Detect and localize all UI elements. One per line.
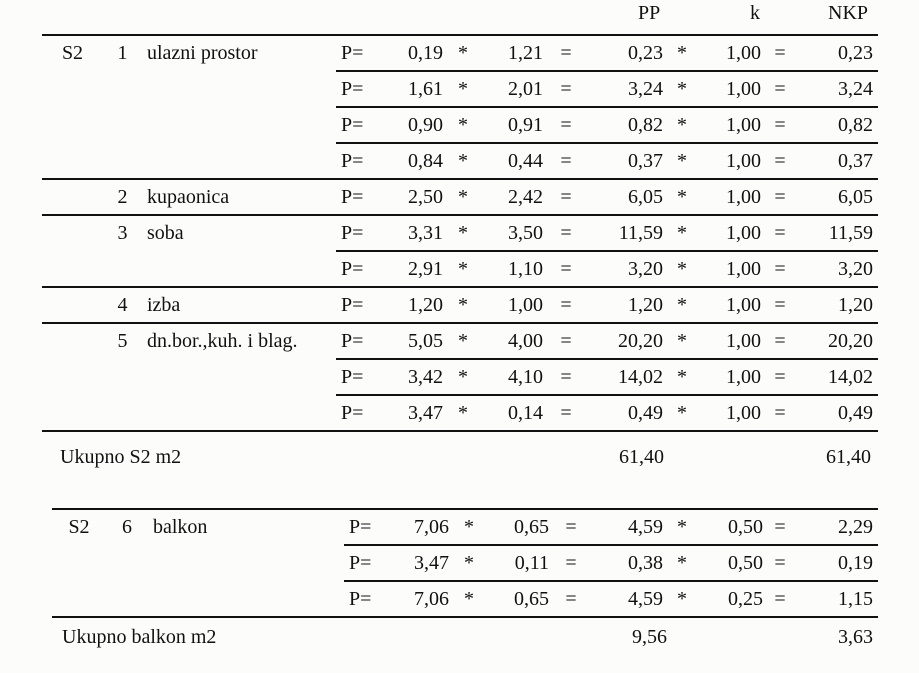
cell-number (106, 581, 148, 617)
cell-k: 1,00 (696, 395, 766, 431)
cell-number (106, 545, 148, 581)
cell-k: 1,00 (696, 251, 766, 287)
cell-pp: 20,20 (584, 323, 668, 359)
cell-equals: = (548, 323, 584, 359)
cell-nkp: 11,59 (794, 215, 878, 251)
cell-dimension-b: 0,14 (478, 395, 548, 431)
table-row (42, 107, 878, 143)
table-row (52, 581, 878, 617)
cell-multiply: * (454, 545, 484, 581)
cell-p-label: P= (336, 35, 382, 71)
cell-equals-k: = (766, 143, 794, 179)
cell-number (103, 359, 142, 395)
cell-equals-k: = (766, 107, 794, 143)
cell-multiply: * (448, 359, 478, 395)
cell-code (52, 545, 106, 581)
cell-code: S2 (42, 35, 103, 71)
header-nkp: NKP (828, 2, 869, 24)
cell-pp: 0,49 (584, 395, 668, 431)
cell-room-name: soba (142, 215, 336, 251)
cell-room-name (142, 395, 336, 431)
cell-room-name (142, 71, 336, 107)
cell-dimension-a: 7,06 (390, 581, 454, 617)
cell-k: 0,50 (696, 545, 768, 581)
cell-number: 3 (103, 215, 142, 251)
cell-room-name (142, 143, 336, 179)
cell-multiply-k: * (668, 395, 696, 431)
cell-p-label: P= (336, 179, 382, 215)
cell-number: 4 (103, 287, 142, 323)
cell-dimension-a: 0,84 (382, 143, 448, 179)
cell-equals-k: = (768, 509, 792, 545)
cell-k: 1,00 (696, 359, 766, 395)
cell-multiply: * (448, 395, 478, 431)
cell-multiply: * (454, 581, 484, 617)
total-balkon-nkp: 3,63 (838, 626, 873, 648)
cell-code: S2 (52, 509, 106, 545)
cell-dimension-a: 0,19 (382, 35, 448, 71)
cell-nkp: 20,20 (794, 323, 878, 359)
cell-p-label: P= (344, 545, 390, 581)
cell-equals: = (548, 107, 584, 143)
cell-pp: 0,23 (584, 35, 668, 71)
cell-dimension-a: 3,47 (390, 545, 454, 581)
cell-multiply-k: * (668, 215, 696, 251)
cell-p-label: P= (336, 71, 382, 107)
cell-dimension-a: 3,42 (382, 359, 448, 395)
cell-equals-k: = (768, 545, 792, 581)
cell-multiply: * (448, 251, 478, 287)
cell-nkp: 3,20 (794, 251, 878, 287)
cell-number: 6 (106, 509, 148, 545)
cell-equals: = (554, 581, 588, 617)
cell-code (42, 71, 103, 107)
cell-p-label: P= (336, 395, 382, 431)
cell-dimension-a: 1,20 (382, 287, 448, 323)
cell-multiply-k: * (668, 359, 696, 395)
cell-dimension-b: 0,11 (484, 545, 554, 581)
cell-equals: = (548, 251, 584, 287)
table-row (42, 35, 878, 71)
cell-k: 1,00 (696, 323, 766, 359)
table-row (42, 143, 878, 179)
cell-equals-k: = (766, 215, 794, 251)
cell-multiply-k: * (668, 287, 696, 323)
cell-equals-k: = (766, 35, 794, 71)
cell-dimension-a: 0,90 (382, 107, 448, 143)
cell-number: 5 (103, 323, 142, 359)
area-table-balkon (52, 508, 878, 618)
cell-dimension-b: 1,21 (478, 35, 548, 71)
cell-equals: = (548, 395, 584, 431)
cell-code (42, 143, 103, 179)
table-row (42, 251, 878, 287)
cell-dimension-b: 1,00 (478, 287, 548, 323)
cell-dimension-b: 0,44 (478, 143, 548, 179)
table-row (42, 179, 878, 215)
cell-equals-k: = (766, 359, 794, 395)
cell-dimension-b: 3,50 (478, 215, 548, 251)
cell-number (103, 395, 142, 431)
cell-p-label: P= (344, 581, 390, 617)
cell-k: 1,00 (696, 107, 766, 143)
cell-room-name (148, 545, 344, 581)
cell-nkp: 0,82 (794, 107, 878, 143)
cell-k: 1,00 (696, 215, 766, 251)
cell-multiply: * (448, 143, 478, 179)
cell-dimension-a: 1,61 (382, 71, 448, 107)
cell-multiply-k: * (668, 35, 696, 71)
cell-code (42, 215, 103, 251)
cell-dimension-a: 7,06 (390, 509, 454, 545)
cell-equals: = (548, 287, 584, 323)
cell-equals: = (554, 509, 588, 545)
cell-dimension-a: 3,31 (382, 215, 448, 251)
cell-nkp: 14,02 (794, 359, 878, 395)
table-row (42, 359, 878, 395)
cell-p-label: P= (336, 107, 382, 143)
cell-multiply: * (448, 287, 478, 323)
cell-pp: 3,24 (584, 71, 668, 107)
cell-pp: 0,82 (584, 107, 668, 143)
cell-multiply: * (448, 323, 478, 359)
cell-k: 1,00 (696, 35, 766, 71)
total-balkon-pp: 9,56 (632, 626, 667, 648)
cell-multiply-k: * (668, 545, 696, 581)
cell-code (52, 581, 106, 617)
cell-p-label: P= (336, 143, 382, 179)
cell-multiply: * (448, 107, 478, 143)
cell-room-name: ulazni prostor (142, 35, 336, 71)
cell-nkp: 3,24 (794, 71, 878, 107)
cell-room-name (142, 107, 336, 143)
cell-p-label: P= (344, 509, 390, 545)
cell-equals: = (548, 143, 584, 179)
total-s2-pp: 61,40 (619, 446, 664, 468)
cell-room-name (148, 581, 344, 617)
cell-k: 1,00 (696, 71, 766, 107)
cell-multiply-k: * (668, 179, 696, 215)
cell-equals-k: = (766, 287, 794, 323)
cell-dimension-a: 2,50 (382, 179, 448, 215)
cell-code (42, 107, 103, 143)
cell-equals: = (548, 71, 584, 107)
table-row (52, 509, 878, 545)
cell-room-name: balkon (148, 509, 344, 545)
table-row (42, 287, 878, 323)
cell-p-label: P= (336, 215, 382, 251)
cell-pp: 1,20 (584, 287, 668, 323)
cell-pp: 14,02 (584, 359, 668, 395)
table-row (42, 71, 878, 107)
cell-multiply: * (454, 509, 484, 545)
total-balkon-label: Ukupno balkon m2 (62, 626, 217, 648)
cell-number (103, 251, 142, 287)
area-table-s2 (42, 34, 878, 432)
header-k: k (750, 2, 760, 24)
cell-multiply-k: * (668, 251, 696, 287)
cell-dimension-a: 3,47 (382, 395, 448, 431)
cell-code (42, 287, 103, 323)
cell-p-label: P= (336, 323, 382, 359)
cell-equals: = (548, 35, 584, 71)
cell-number: 1 (103, 35, 142, 71)
cell-multiply: * (448, 179, 478, 215)
total-s2-label: Ukupno S2 m2 (60, 446, 182, 468)
cell-pp: 4,59 (588, 509, 668, 545)
cell-multiply-k: * (668, 107, 696, 143)
cell-dimension-b: 0,65 (484, 509, 554, 545)
cell-p-label: P= (336, 287, 382, 323)
cell-equals: = (548, 179, 584, 215)
cell-pp: 0,37 (584, 143, 668, 179)
cell-equals-k: = (768, 581, 792, 617)
header-pp: PP (638, 2, 661, 24)
cell-k: 1,00 (696, 179, 766, 215)
cell-room-name: izba (142, 287, 336, 323)
cell-pp: 11,59 (584, 215, 668, 251)
cell-p-label: P= (336, 359, 382, 395)
cell-code (42, 251, 103, 287)
table-row (42, 395, 878, 431)
cell-dimension-b: 0,65 (484, 581, 554, 617)
cell-k: 0,25 (696, 581, 768, 617)
cell-multiply: * (448, 35, 478, 71)
cell-number (103, 71, 142, 107)
cell-multiply-k: * (668, 323, 696, 359)
cell-equals-k: = (766, 71, 794, 107)
cell-equals-k: = (766, 251, 794, 287)
cell-dimension-a: 2,91 (382, 251, 448, 287)
cell-room-name: dn.bor.,kuh. i blag. (142, 323, 336, 359)
cell-nkp: 1,15 (792, 581, 878, 617)
cell-room-name (142, 359, 336, 395)
cell-nkp: 1,20 (794, 287, 878, 323)
cell-nkp: 2,29 (792, 509, 878, 545)
cell-nkp: 0,37 (794, 143, 878, 179)
cell-multiply-k: * (668, 143, 696, 179)
cell-equals: = (554, 545, 588, 581)
cell-multiply: * (448, 71, 478, 107)
cell-multiply-k: * (668, 581, 696, 617)
cell-room-name: kupaonica (142, 179, 336, 215)
table-row (52, 545, 878, 581)
cell-code (42, 179, 103, 215)
cell-dimension-b: 2,01 (478, 71, 548, 107)
cell-k: 1,00 (696, 143, 766, 179)
cell-pp: 3,20 (584, 251, 668, 287)
cell-pp: 6,05 (584, 179, 668, 215)
cell-k: 1,00 (696, 287, 766, 323)
cell-equals: = (548, 215, 584, 251)
cell-equals-k: = (766, 179, 794, 215)
cell-equals: = (548, 359, 584, 395)
cell-room-name (142, 251, 336, 287)
cell-nkp: 0,19 (792, 545, 878, 581)
cell-number (103, 107, 142, 143)
cell-equals-k: = (766, 323, 794, 359)
cell-p-label: P= (336, 251, 382, 287)
cell-dimension-a: 5,05 (382, 323, 448, 359)
cell-multiply-k: * (668, 509, 696, 545)
cell-code (42, 395, 103, 431)
cell-dimension-b: 4,10 (478, 359, 548, 395)
cell-pp: 4,59 (588, 581, 668, 617)
cell-multiply: * (448, 215, 478, 251)
cell-code (42, 359, 103, 395)
cell-k: 0,50 (696, 509, 768, 545)
total-s2-nkp: 61,40 (826, 446, 871, 468)
table-row (42, 323, 878, 359)
cell-number: 2 (103, 179, 142, 215)
cell-code (42, 323, 103, 359)
cell-dimension-b: 2,42 (478, 179, 548, 215)
cell-nkp: 0,23 (794, 35, 878, 71)
table-row (42, 215, 878, 251)
cell-nkp: 6,05 (794, 179, 878, 215)
cell-dimension-b: 0,91 (478, 107, 548, 143)
cell-multiply-k: * (668, 71, 696, 107)
cell-pp: 0,38 (588, 545, 668, 581)
cell-dimension-b: 4,00 (478, 323, 548, 359)
cell-dimension-b: 1,10 (478, 251, 548, 287)
cell-equals-k: = (766, 395, 794, 431)
cell-number (103, 143, 142, 179)
cell-nkp: 0,49 (794, 395, 878, 431)
